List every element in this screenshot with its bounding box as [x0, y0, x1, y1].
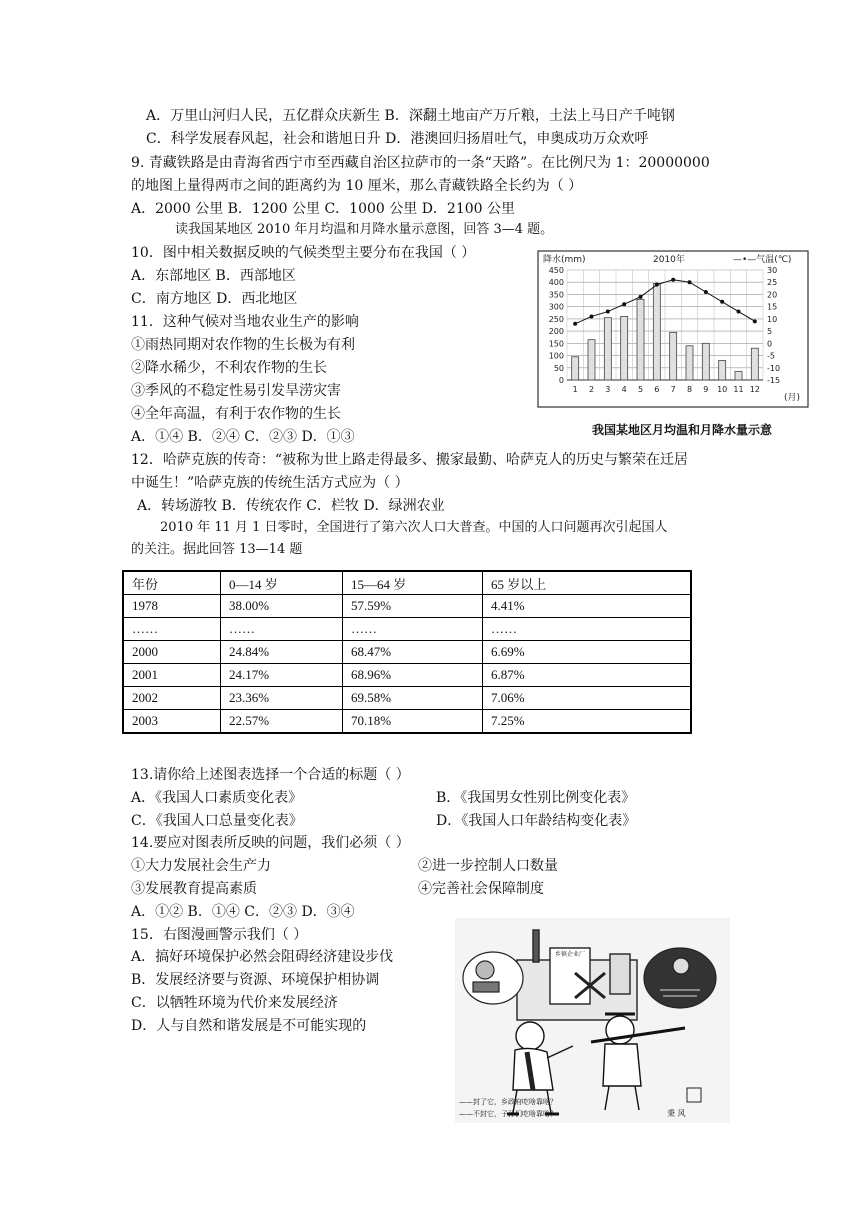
y-right-tick-label: 0 — [767, 339, 773, 349]
temperature-point — [753, 319, 757, 323]
temperature-point — [655, 283, 659, 287]
table-header-cell: 年份 — [123, 571, 221, 595]
table-cell: 6.69% — [483, 641, 692, 664]
table-header-cell: 65 岁以上 — [483, 571, 692, 595]
x-tick-label: 10 — [717, 385, 728, 394]
table-header-cell: 15—64 岁 — [343, 571, 483, 595]
temperature-point — [590, 314, 594, 318]
q14-item-4: ④完善社会保障制度 — [418, 881, 544, 897]
precipitation-bar — [735, 371, 742, 380]
table-cell: 2003 — [123, 710, 221, 734]
y-left-tick-label: 250 — [548, 314, 564, 324]
chart-caption: 我国某地区月均温和月降水量示意 — [592, 423, 773, 437]
table-cell: 1978 — [123, 595, 221, 618]
table-header-cell: 0—14 岁 — [221, 571, 343, 595]
x-tick-label: 11 — [733, 385, 744, 394]
q12-stem-2: 中诞生！”哈萨克族的传统生活方式应为（ ） — [131, 475, 409, 491]
q8-options-cd: C．科学发展春风起，社会和谐旭日升 D．港澳回归扬眉吐气，申奥成功万众欢呼 — [146, 131, 649, 147]
q11-item-1: ①雨热同期对农作物的生长极为有利 — [131, 337, 355, 353]
legend-precipitation: 降水(mm) — [543, 255, 586, 265]
q10-stem: 10．图中相关数据反映的气候类型主要分布在我国（ ） — [131, 245, 476, 261]
q15-option-b: B．发展经济要与资源、环境保护相协调 — [131, 972, 380, 988]
table-cell: 57.59% — [343, 595, 483, 618]
q11-item-2: ②降水稀少，不利农作物的生长 — [131, 360, 327, 376]
table-row — [123, 641, 691, 664]
y-right-tick-label: -5 — [767, 351, 775, 361]
y-right-tick-label: 30 — [767, 266, 778, 275]
cartoon-caption-1: ——封了它，乡政府吃啥靠啥？ — [459, 1098, 557, 1106]
y-left-tick-label: 450 — [548, 266, 564, 275]
q12-options: A．转场游牧 B．传统农作 C．栏牧 D．绿洲农业 — [137, 498, 445, 514]
x-tick-label: 2 — [588, 385, 595, 394]
legend-temperature: —•—气温(℃) — [733, 255, 792, 265]
x-axis-unit: (月) — [784, 393, 801, 403]
precipitation-bar — [653, 283, 660, 380]
q14-item-1: ①大力发展社会生产力 — [131, 858, 271, 874]
y-right-tick-label: -15 — [767, 376, 781, 385]
q13-option-c: C．《我国人口总量变化表》 — [131, 813, 303, 829]
y-left-tick-label: 350 — [548, 290, 564, 300]
q14-options: A．①② B．①④ C．②③ D．③④ — [131, 904, 355, 920]
table-cell: 2002 — [123, 687, 221, 710]
table-cell: 24.84% — [221, 641, 343, 664]
precipitation-bar — [686, 346, 693, 380]
x-tick-label: 6 — [654, 385, 660, 394]
x-tick-label: 1 — [572, 385, 578, 394]
y-left-tick-label: 100 — [548, 351, 564, 361]
table-header-row — [123, 571, 691, 595]
factory-sign: 乡镇企业厂 — [555, 951, 586, 958]
q11-options: A．①④ B．②④ C．②③ D．①③ — [131, 429, 355, 445]
table-cell: …… — [123, 618, 221, 641]
temperature-point — [704, 290, 708, 294]
precipitation-bar — [637, 299, 644, 380]
table-row — [123, 595, 691, 618]
y-left-tick-label: 0 — [558, 376, 564, 385]
q14-item-2: ②进一步控制人口数量 — [418, 858, 558, 874]
y-right-tick-label: 20 — [767, 290, 778, 300]
temperature-point — [622, 302, 626, 306]
population-table — [122, 570, 692, 734]
temperature-point — [606, 310, 610, 314]
precipitation-bar — [588, 340, 595, 380]
table-row — [123, 687, 691, 710]
climate-chart — [537, 250, 809, 410]
q14-stem: 14.要应对图表所反映的问题，我们必须（ ） — [131, 835, 410, 851]
q11-item-3: ③季风的不稳定性易引发旱涝灾害 — [131, 383, 341, 399]
table-cell: 2001 — [123, 664, 221, 687]
q13-option-a: A．《我国人口素质变化表》 — [131, 790, 303, 806]
table-cell: …… — [221, 618, 343, 641]
cartoon-author: 秉 风 — [667, 1109, 686, 1118]
q11-stem: 11．这种气候对当地农业生产的影响 — [131, 314, 359, 330]
table-cell: 7.25% — [483, 710, 692, 734]
table-cell: 68.47% — [343, 641, 483, 664]
temperature-point — [671, 278, 675, 282]
chart-title: 2010年 — [653, 255, 685, 265]
q13-option-b: B．《我国男女性别比例变化表》 — [436, 790, 636, 806]
q3-4-intro: 读我国某地区 2010 年月均温和月降水量示意图，回答 3—4 题。 — [175, 222, 554, 237]
temperature-point — [720, 300, 724, 304]
table-cell: 23.36% — [221, 687, 343, 710]
cartoon-image — [455, 918, 730, 1123]
q8-options-ab: A．万里山河归人民，五亿群众庆新生 B．深翻土地亩产万斤粮，土法上马日产千吨钢 — [146, 108, 675, 124]
x-tick-label: 4 — [621, 385, 627, 394]
precipitation-bar — [751, 348, 758, 380]
precipitation-bar — [702, 343, 709, 380]
table-cell: …… — [483, 618, 692, 641]
table-row — [123, 664, 691, 687]
chart-grid — [567, 270, 763, 380]
x-tick-label: 3 — [605, 385, 611, 394]
precipitation-bar — [621, 316, 628, 380]
q12-stem-1: 12．哈萨克族的传奇：“被称为世上路走得最多、搬家最勤、哈萨克人的历史与繁荣在迁居 — [131, 452, 688, 468]
q15-stem: 15．右图漫画警示我们（ ） — [131, 927, 308, 943]
q15-option-d: D．人与自然和谐发展是不可能实现的 — [131, 1018, 367, 1034]
temperature-point — [639, 295, 643, 299]
precipitation-bar — [604, 318, 611, 380]
y-left-tick-label: 50 — [553, 363, 564, 373]
q10-options-ab: A．东部地区 B．西部地区 — [131, 268, 296, 284]
x-tick-label: 9 — [703, 385, 709, 394]
q15-option-a: A．搞好环境保护必然会阻碍经济建设步伐 — [131, 949, 394, 965]
precipitation-bar — [670, 332, 677, 380]
x-tick-label: 5 — [637, 385, 644, 394]
table-cell: …… — [343, 618, 483, 641]
y-right-tick-label: 10 — [767, 314, 778, 324]
x-tick-label: 8 — [686, 385, 693, 394]
y-right-tick-label: 25 — [767, 278, 778, 288]
table-cell: 38.00% — [221, 595, 343, 618]
temperature-point — [737, 310, 741, 314]
thought-bubble-right — [644, 948, 716, 1008]
q9-stem-2: 的地图上量得两市之间的距离约为 10 厘米，那么青藏铁路全长约为（ ） — [131, 178, 583, 194]
y-right-tick-label: -10 — [767, 363, 781, 373]
q11-item-4: ④全年高温，有利于农作物的生长 — [131, 406, 341, 422]
q15-option-c: C．以牺牲环境为代价来发展经济 — [131, 995, 338, 1011]
table-row — [123, 618, 691, 641]
x-tick-label: 12 — [749, 385, 760, 394]
table-cell: 4.41% — [483, 595, 692, 618]
table-cell: 2000 — [123, 641, 221, 664]
q13-14-intro-1: 2010 年 11 月 1 日零时，全国进行了第六次人口大普查。中国的人口问题再次引起国人 — [160, 520, 668, 535]
q9-options: A．2000 公里 B．1200 公里 C．1000 公里 D．2100 公里 — [131, 201, 516, 217]
table-cell: 70.18% — [343, 710, 483, 734]
y-left-tick-label: 200 — [548, 327, 564, 337]
temperature-point — [688, 280, 692, 284]
temperature-point — [573, 322, 577, 326]
q13-stem: 13.请你给上述图表选择一个合适的标题（ ） — [131, 767, 410, 783]
y-left-tick-label: 300 — [548, 302, 564, 312]
q13-option-d: D．《我国人口年龄结构变化表》 — [436, 813, 637, 829]
cartoon-caption-2: ——不封它，子孙们吃啥靠啥？ — [459, 1110, 557, 1118]
table-cell: 22.57% — [221, 710, 343, 734]
table-cell: 7.06% — [483, 687, 692, 710]
y-right-tick-label: 5 — [767, 327, 773, 337]
precipitation-bar — [572, 357, 579, 380]
q13-14-intro-2: 的关注。据此回答 13—14 题 — [131, 542, 303, 557]
q9-stem-1: 9. 青藏铁路是由青海省西宁市至西藏自治区拉萨市的一条“天路”。在比例尺为 1：20000000 — [131, 155, 710, 171]
precipitation-bar — [719, 360, 726, 380]
x-tick-label: 7 — [670, 385, 676, 394]
table-cell: 69.58% — [343, 687, 483, 710]
thought-bubble-left — [463, 952, 523, 1004]
y-left-tick-label: 150 — [548, 339, 564, 349]
y-left-tick-label: 400 — [548, 278, 564, 288]
table-row — [123, 710, 691, 734]
table-cell: 6.87% — [483, 664, 692, 687]
q10-options-cd: C．南方地区 D．西北地区 — [131, 291, 298, 307]
y-right-tick-label: 15 — [767, 302, 778, 312]
table-cell: 24.17% — [221, 664, 343, 687]
q14-item-3: ③发展教育提高素质 — [131, 881, 257, 897]
table-cell: 68.96% — [343, 664, 483, 687]
